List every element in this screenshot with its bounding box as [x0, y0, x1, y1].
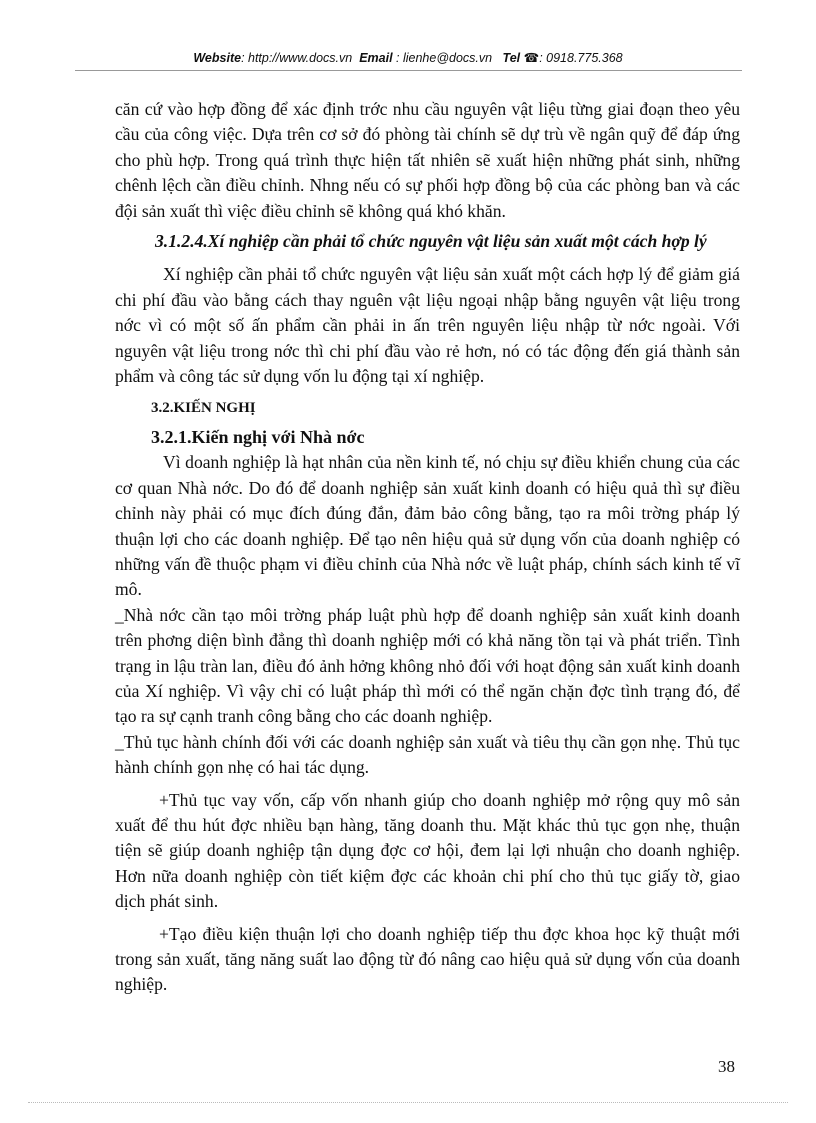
tel-label: Tel [502, 51, 521, 65]
footer-divider [28, 1102, 788, 1103]
email-label: Email [359, 51, 393, 65]
email-link[interactable]: : lienhe@docs.vn [396, 51, 493, 65]
heading-3-2-1: 3.2.1.Kiến nghị với Nhà nớc [151, 426, 365, 447]
heading-3-1-2-4: 3.1.2.4.Xí nghiệp cần phải tổ chức nguyên vật liệu sản xuất một cách hợp lý [155, 231, 707, 252]
paragraph-3: Vì doanh nghiệp là hạt nhân của nền kinh tế, nó chịu sự điều khiển chung của các cơ quan Nhà nớc. Do đó để doanh nghiệp sản xuất kinh doanh có hiệu quả thì sự điều chỉnh này phải có mục đích đúng đắn, đảm bảo công bằng, tạo ra môi trờng pháp lý thuận lợi cho các doanh nghiệp. Để tạo nên hiệu quả sử dụng vốn của doanh nghiệp có những vấn đề thuộc phạm vi điều chỉnh của Nhà nớc về luật pháp, chính sách kinh tế vĩ mô. [115, 452, 740, 600]
page-number: 38 [718, 1057, 735, 1076]
heading-3-2: 3.2.KIẾN NGHỊ [151, 400, 256, 417]
header-divider [75, 70, 742, 71]
paragraph-2: Xí nghiệp cần phải tổ chức nguyên vật liệu sản xuất một cách hợp lý để giảm giá chi phí đầu vào bằng cách thay nguên vật liệu ngoại nhập bằng nguyên vật liệu trong nớc vì có một số ấn phẩm cần phải in ấn trên nguyên liệu nhập từ nớc ngoài. Với nguyên vật liệu trong nớc thì chi phí đầu vào rẻ hơn, nó có tác động đến giá thành sản phẩm và công tác sử dụng vốn lu động tại xí nghiệp. [115, 264, 740, 387]
tel-value: : 0918.775.368 [539, 51, 623, 65]
phone-icon: ☎ [523, 51, 540, 65]
paragraph-5: _Thủ tục hành chính đối với các doanh nghiệp sản xuất và tiêu thụ cần gọn nhẹ. Thủ tục hành chính gọn nhẹ có hai tác dụng. [115, 731, 740, 778]
paragraph-4: _Nhà nớc cần tạo môi trờng pháp luật phù hợp để doanh nghiệp sản xuất kinh doanh trên phơng diện bình đẳng thì doanh nghiệp mới có khả năng tồn tại và phát triển. Tình trạng in lậu tràn lan, điều đó ảnh hởng không nhỏ đối với hoạt động sản xuất kinh doanh của Xí nghiệp. Vì vậy chỉ có luật pháp thì mới có thể ngăn chặn đợc tình trạng đó, để tạo ra sự cạnh tranh công bằng cho các doanh nghiệp. [115, 604, 740, 727]
paragraph-6: +Thủ tục vay vốn, cấp vốn nhanh giúp cho doanh nghiệp mở rộng quy mô sản xuất để thu hút đợc nhiều bạn hàng, tăng doanh thu. Mặt khác thủ tục gọn nhẹ, thuận tiện sẽ giúp doanh nghiệp tận dụng đợc cơ hội, đem lại lợi nhuận cho doanh nghiệp. Hơn nữa doanh nghiệp còn tiết kiệm đợc các khoản chi phí cho thủ tục giấy tờ, giao dịch phát sinh. [115, 789, 740, 912]
website-link[interactable]: : http://www.docs.vn [241, 51, 353, 65]
page-header [0, 50, 816, 65]
paragraph-7: +Tạo điều kiện thuận lợi cho doanh nghiệp tiếp thu đợc khoa học kỹ thuật mới trong sản xuất, tăng năng suất lao động từ đó nâng cao hiệu quả sử dụng vốn của doanh nghiệp. [115, 923, 740, 995]
document-body [115, 97, 740, 998]
website-label: Website [193, 51, 242, 65]
paragraph-1: căn cứ vào hợp đồng để xác định trớc nhu cầu nguyên vật liệu từng giai đoạn theo yêu cầu của công việc. Dựa trên cơ sở đó phòng tài chính sẽ dự trù về ngân quỹ để đáp ứng cho phù hợp. Trong quá trình thực hiện tất nhiên sẽ xuất hiện những phát sinh, những chênh lệch cần điều chỉnh. Nhng nếu có sự phối hợp đồng bộ của các phòng ban và các đội sản xuất thì việc điều chỉnh sẽ không quá khó khăn. [115, 99, 740, 221]
